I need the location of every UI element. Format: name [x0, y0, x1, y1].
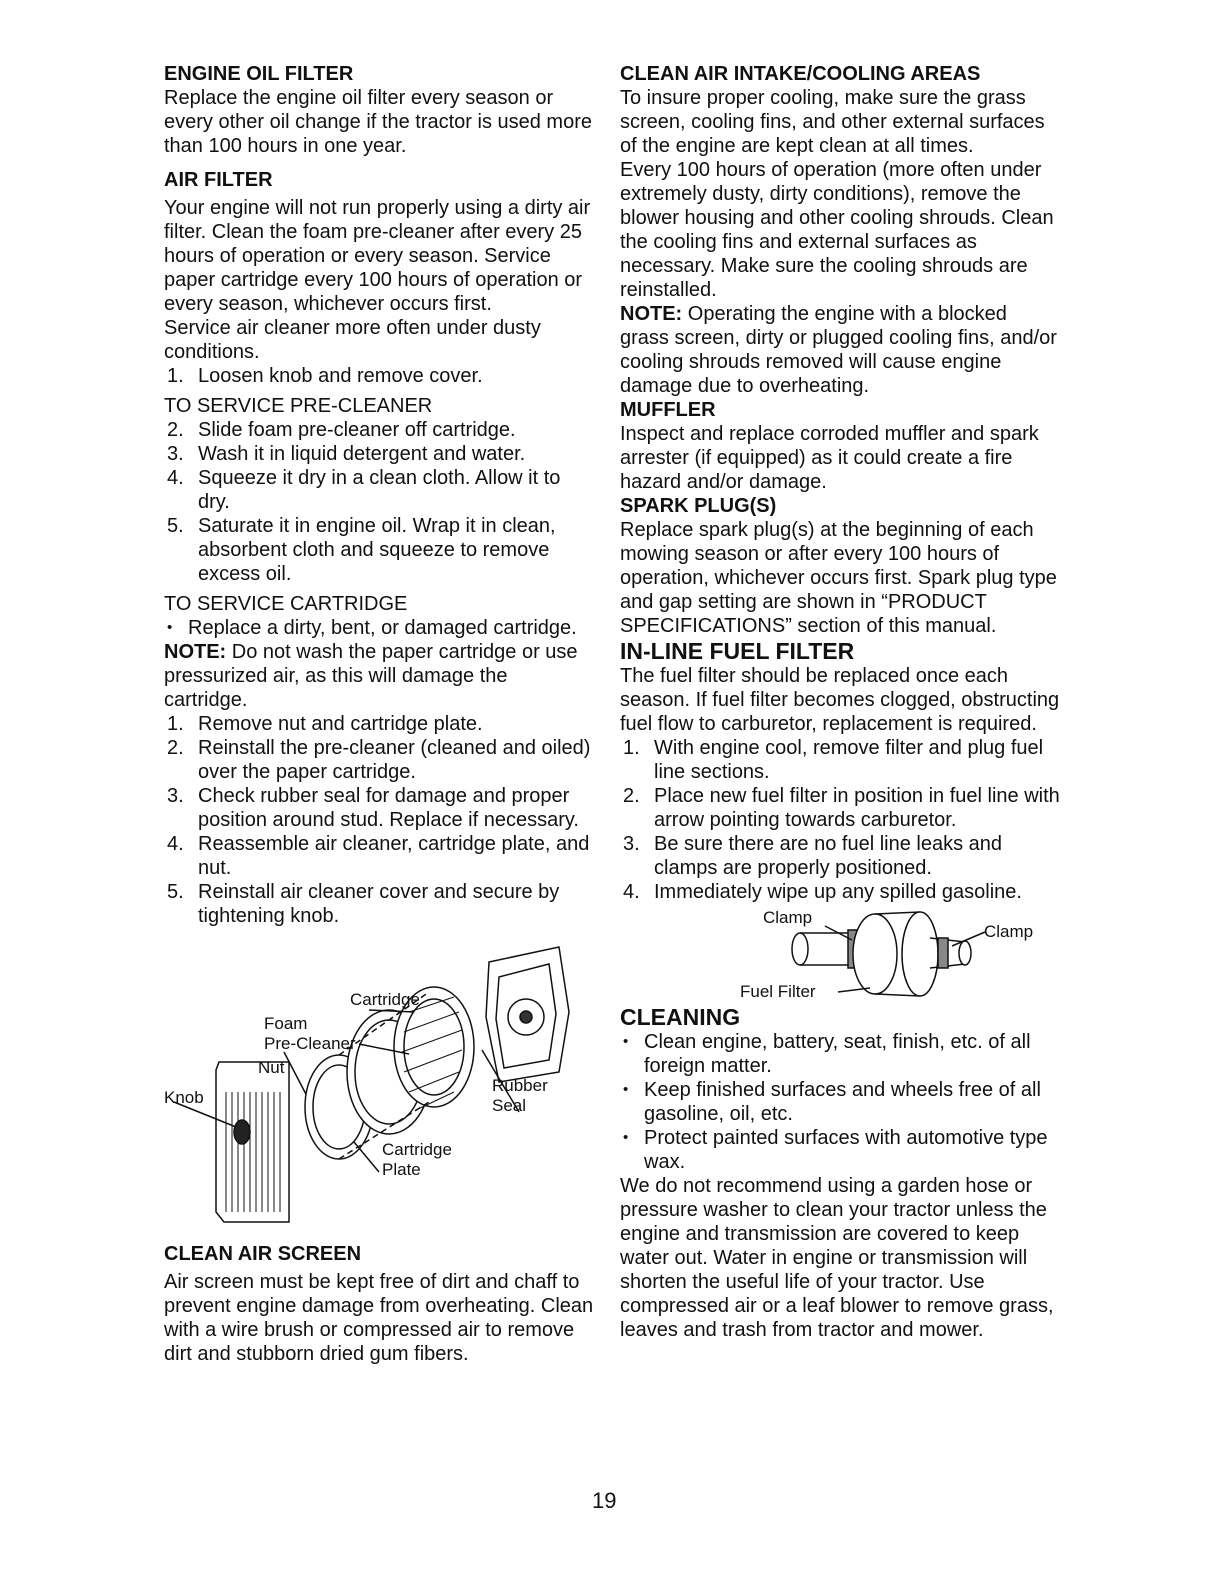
note-label: NOTE:	[620, 303, 683, 325]
list-item: 5. Saturate it in engine oil. Wrap it in clean, absorbent cloth and squeeze to remove excess oil.	[167, 515, 556, 585]
cartridge-bullets	[164, 616, 594, 640]
list-item: 3. Be sure there are no fuel line leaks and clamps are properly positioned.	[623, 833, 1002, 879]
air-filter-heading: AIR FILTER	[164, 169, 273, 191]
list-item: • Clean engine, battery, seat, finish, etc. of all foreign matter.	[620, 1030, 1060, 1078]
left-column	[164, 62, 594, 1366]
label-fuel-filter: Fuel Filter	[740, 982, 816, 1001]
fuel-filter-text: The fuel filter should be replaced once each season. If fuel filter becomes clogged, obstructing fuel flow to carburetor, replacement is required.	[620, 665, 1060, 735]
air-filter-step-list	[164, 364, 594, 388]
label-cartridge: Cartridge	[350, 990, 420, 1009]
clean-air-intake-para2: Every 100 hours of operation (more often under extremely dusty, dirty conditions), remove the blower housing and other cooling shrouds. Clean the cooling fins and external surfaces as necessary. Make sure the cooling shrouds are reinstalled.	[620, 159, 1054, 301]
label-foam: Foam	[264, 1014, 308, 1033]
muffler-heading: MUFFLER	[620, 399, 716, 421]
list-item: 4. Immediately wipe up any spilled gasoline.	[623, 881, 1022, 903]
list-item: 1. Loosen knob and remove cover.	[167, 365, 483, 387]
fuel-filter-diagram	[620, 904, 1060, 1004]
air-filter-para1: Your engine will not run properly using a dirty air filter. Clean the foam pre-cleaner after every 25 hours of operation or every season. Service paper cartridge every 100 hours of operation or every season, whichever occurs first.	[164, 197, 591, 315]
fuel-filter-heading: IN-LINE FUEL FILTER	[620, 638, 855, 664]
engine-oil-filter-text: Replace the engine oil filter every season or every other oil change if the tractor is used more than 100 hours in one year.	[164, 87, 592, 157]
fuel-filter-steps	[620, 736, 1060, 904]
pre-cleaner-steps	[164, 418, 594, 586]
list-item: 3. Wash it in liquid detergent and water.	[167, 443, 526, 465]
list-item: • Keep finished surfaces and wheels free of all gasoline, oil, etc.	[620, 1078, 1060, 1126]
clean-air-screen-text: Air screen must be kept free of dirt and chaff to prevent engine damage from overheating. Clean with a wire brush or compressed air to remove dirt and stubborn dried gum fibers.	[164, 1271, 594, 1365]
label-cartridge-plate-1: Cartridge	[382, 1140, 452, 1159]
note-text: Do not wash the paper cartridge or use pressurized air, as this will damage the cartridge.	[164, 641, 578, 711]
label-nut: Nut	[258, 1058, 285, 1077]
list-item: 1. With engine cool, remove filter and plug fuel line sections.	[623, 737, 1044, 783]
clean-air-intake-heading: CLEAN AIR INTAKE/COOLING AREAS	[620, 63, 981, 85]
label-pre-cleaner: Pre-Cleaner	[264, 1034, 356, 1053]
label-seal: Seal	[492, 1096, 527, 1115]
cartridge-subheading: TO SERVICE CARTRIDGE	[164, 593, 408, 615]
list-item: 2. Slide foam pre-cleaner off cartridge.	[167, 419, 516, 441]
list-item: 5. Reinstall air cleaner cover and secure by tightening knob.	[167, 881, 560, 927]
label-rubber: Rubber	[492, 1076, 548, 1095]
clean-air-screen-heading: CLEAN AIR SCREEN	[164, 1243, 362, 1265]
label-clamp-left: Clamp	[763, 908, 813, 927]
muffler-text: Inspect and replace corroded muffler and spark arrester (if equipped) as it could create a fire hazard and/or damage.	[620, 423, 1039, 493]
air-cleaner-diagram	[164, 942, 594, 1232]
right-column	[620, 62, 1060, 1342]
clean-air-intake-para1: To insure proper cooling, make sure the grass screen, cooling fins, and other external surfaces of the engine are kept clean at all times.	[620, 87, 1045, 157]
cartridge-steps	[164, 712, 594, 928]
label-clamp-right: Clamp	[984, 922, 1034, 941]
label-cartridge-plate-2: Plate	[382, 1160, 421, 1179]
list-item: 3. Check rubber seal for damage and proper position around stud. Replace if necessary.	[167, 785, 579, 831]
list-item: 2. Place new fuel filter in position in fuel line with arrow pointing towards carburetor.	[623, 785, 1060, 831]
spark-plugs-text: Replace spark plug(s) at the beginning of each mowing season or after every 100 hours of operation, whichever occurs first. Spark plug type and gap setting are shown in “PRODUCT SPECIFICATIONS” section of this manual.	[620, 519, 1057, 637]
spark-plugs-heading: SPARK PLUG(S)	[620, 495, 777, 517]
pre-cleaner-subheading: TO SERVICE PRE-CLEANER	[164, 395, 433, 417]
note-text: Operating the engine with a blocked grass screen, dirty or plugged cooling fins, and/or cooling shrouds removed will cause engine damage due to overheating.	[620, 303, 1057, 397]
list-item: 4. Squeeze it dry in a clean cloth. Allow it to dry.	[167, 467, 561, 513]
cleaning-heading: CLEANING	[620, 1004, 741, 1030]
list-item: • Replace a dirty, bent, or damaged cartridge.	[164, 616, 594, 640]
fuel-filter-illustration	[620, 904, 1060, 1004]
list-item: • Protect painted surfaces with automotive type wax.	[620, 1126, 1060, 1174]
engine-oil-filter-heading: ENGINE OIL FILTER	[164, 63, 354, 85]
label-knob: Knob	[164, 1088, 204, 1107]
list-item: 4. Reassemble air cleaner, cartridge plate, and nut.	[167, 833, 590, 879]
list-item: 1. Remove nut and cartridge plate.	[167, 713, 483, 735]
cleaning-text: We do not recommend using a garden hose or pressure washer to clean your tractor unless the engine and transmission are covered to keep water out. Water in engine or transmission will shorten the useful life of your tractor. Use compressed air or a leaf blower to remove grass, leaves and trash from tractor and mower.	[620, 1175, 1054, 1341]
air-filter-para2: Service air cleaner more often under dusty conditions.	[164, 317, 541, 363]
note-label: NOTE:	[164, 641, 227, 663]
list-item: 2. Reinstall the pre-cleaner (cleaned and oiled) over the paper cartridge.	[167, 737, 591, 783]
cartridge-note	[164, 640, 594, 712]
cleaning-bullets	[620, 1030, 1060, 1174]
clean-air-intake-note	[620, 302, 1060, 398]
page-number: 19	[592, 1488, 617, 1513]
